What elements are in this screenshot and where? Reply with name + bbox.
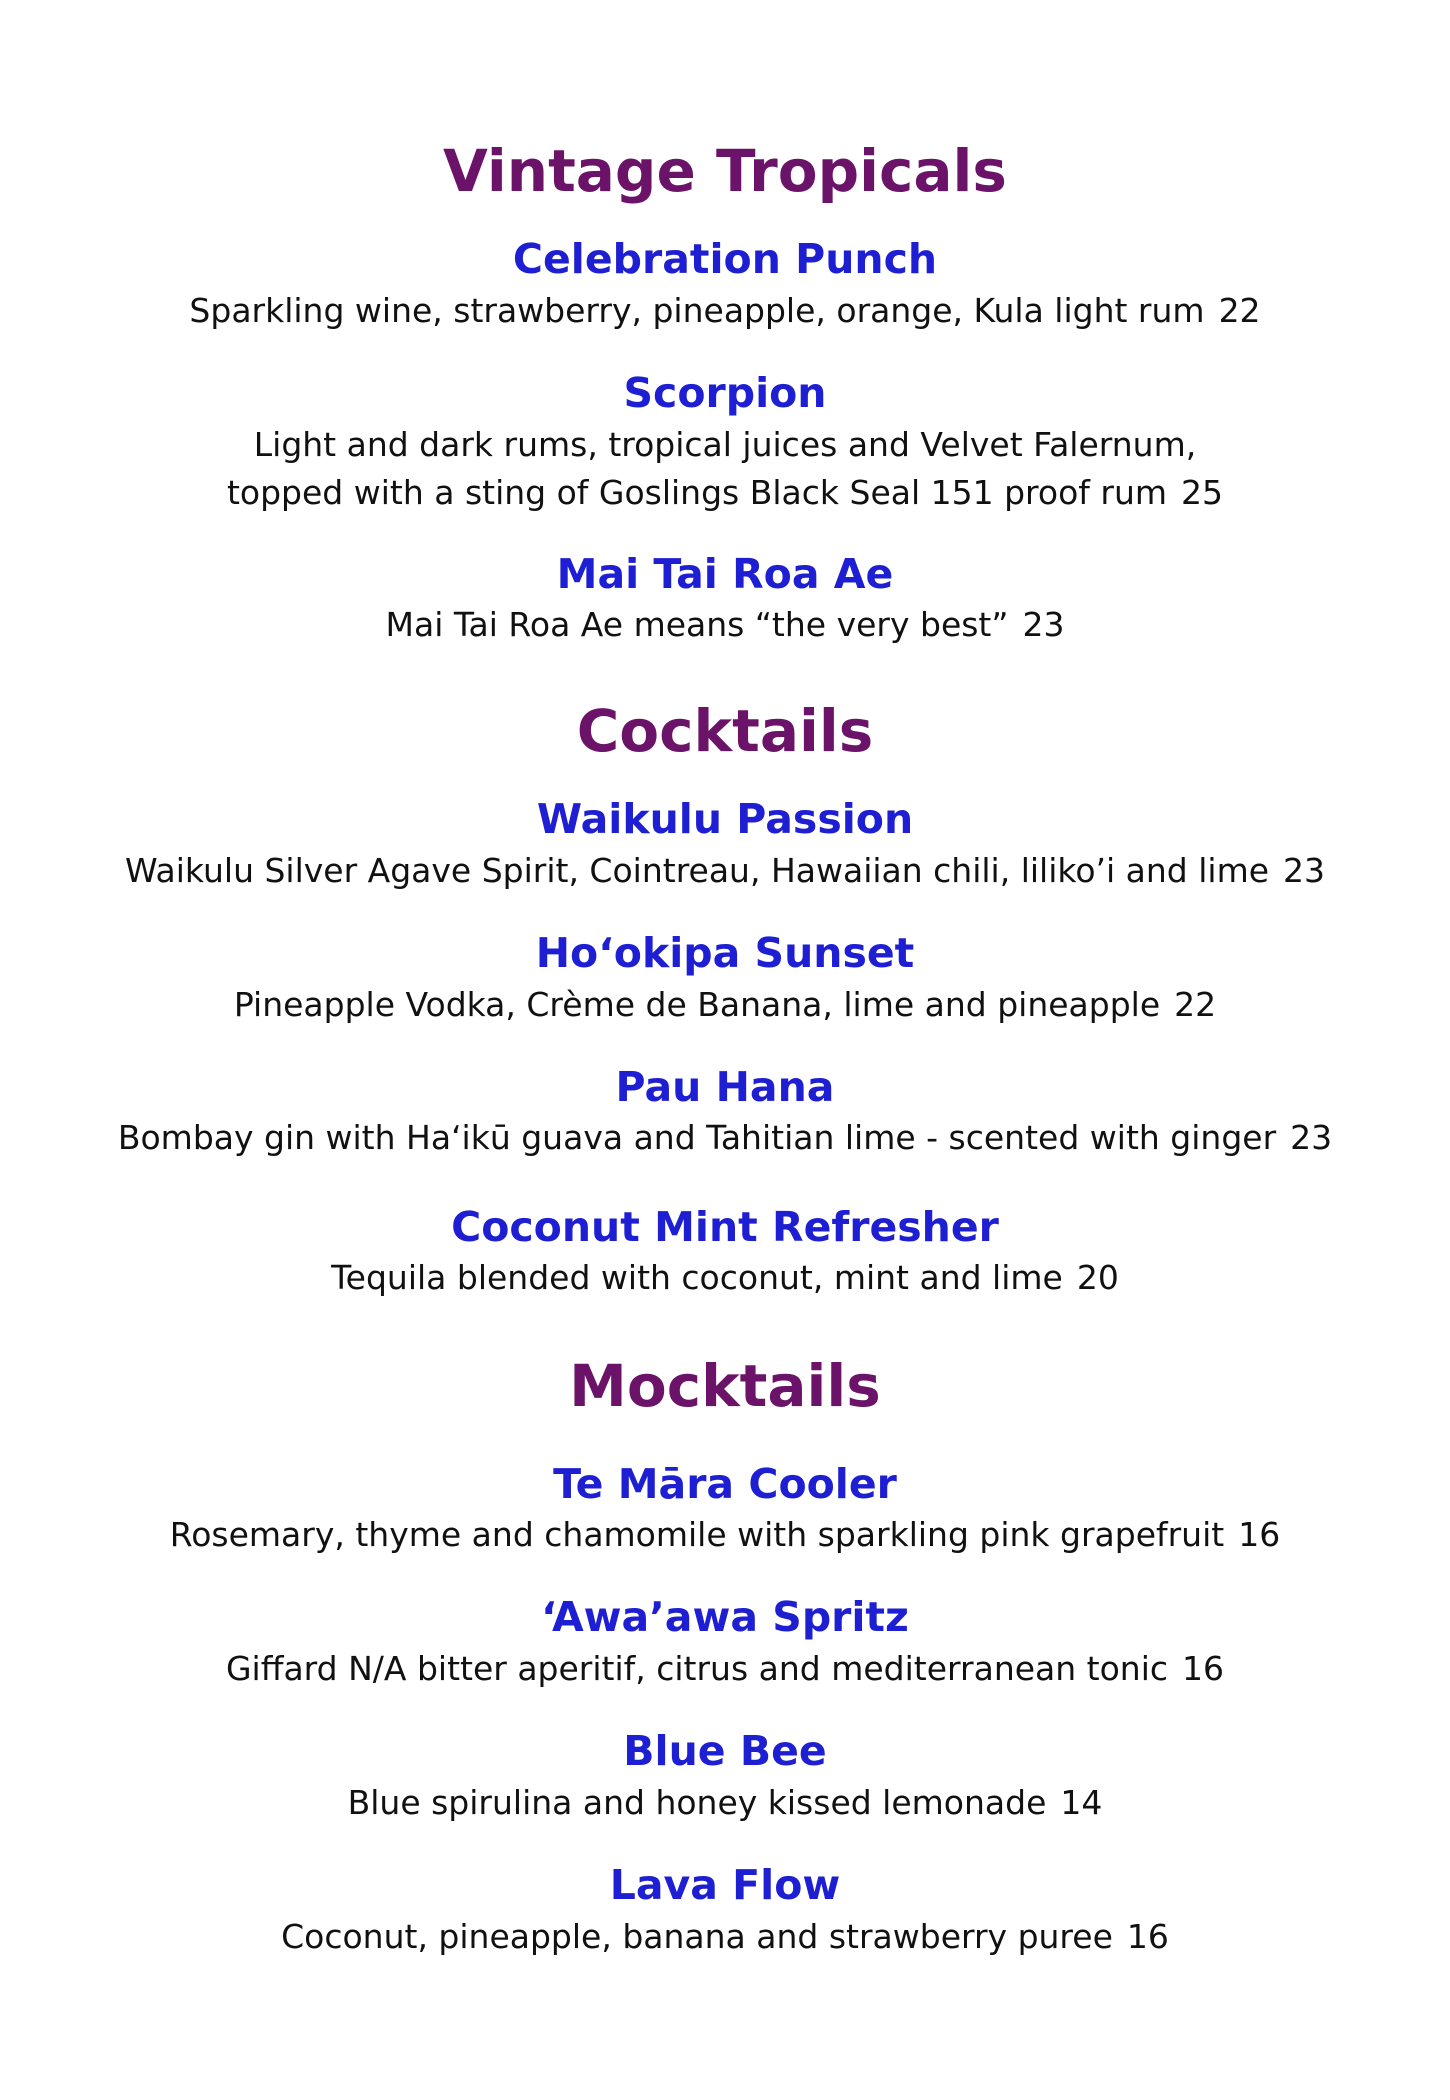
section-title-cocktails: Cocktails xyxy=(576,697,874,765)
description-line: Pineapple Vodka, Crème de Banana, lime and pineapple xyxy=(233,985,1161,1024)
item-name-blue-bee: Blue Bee xyxy=(623,1727,827,1775)
price: 23 xyxy=(1022,605,1065,644)
description-line: Blue spirulina and honey kissed lemonade xyxy=(347,1783,1047,1822)
price: 25 xyxy=(1181,473,1224,512)
description-line: Giffard N/A bitter aperitif, citrus and mediterranean tonic xyxy=(225,1649,1169,1688)
description-line: Sparkling wine, strawberry, pineapple, orange, Kula light rum xyxy=(189,291,1205,330)
item-description-scorpion xyxy=(0,421,1450,517)
price: 20 xyxy=(1076,1258,1119,1297)
item-name-pau-hana: Pau Hana xyxy=(615,1063,835,1111)
item-description-hookipa-sunset xyxy=(0,981,1450,1029)
section-title-mocktails: Mocktails xyxy=(569,1352,881,1420)
item-name-hookipa-sunset: Ho‘okipa Sunset xyxy=(535,929,915,977)
price: 22 xyxy=(1218,291,1261,330)
price: 23 xyxy=(1283,851,1326,890)
description-line: Bombay gin with Ha‘ikū guava and Tahitian lime - scented with ginger xyxy=(117,1118,1277,1157)
item-description-mai-tai-roa-ae xyxy=(0,601,1450,649)
description-line: Light and dark rums, tropical juices and Velvet Falernum, xyxy=(253,425,1197,464)
item-name-scorpion: Scorpion xyxy=(623,369,827,417)
item-name-awaawa-spritz: ‘Awa’awa Spritz xyxy=(541,1593,909,1641)
price: 16 xyxy=(1238,1515,1281,1554)
price: 23 xyxy=(1290,1118,1333,1157)
description-line: Waikulu Silver Agave Spirit, Cointreau, Hawaiian chili, liliko’i and lime xyxy=(124,851,1270,890)
description-line: Rosemary, thyme and chamomile with sparkling pink grapefruit xyxy=(169,1515,1225,1554)
price: 22 xyxy=(1174,985,1217,1024)
description-line: topped with a sting of Goslings Black Seal 151 proof rum xyxy=(226,473,1168,512)
item-description-awaawa-spritz xyxy=(0,1645,1450,1693)
description-line: Coconut, pineapple, banana and strawberry puree xyxy=(281,1917,1113,1956)
item-name-lava-flow: Lava Flow xyxy=(609,1861,841,1909)
item-name-coconut-mint-refresher: Coconut Mint Refresher xyxy=(451,1203,999,1251)
price: 14 xyxy=(1060,1783,1103,1822)
item-name-mai-tai-roa-ae: Mai Tai Roa Ae xyxy=(556,550,894,598)
description-line: Tequila blended with coconut, mint and lime xyxy=(331,1258,1063,1297)
item-description-waikulu-passion xyxy=(0,847,1450,895)
description-line: Mai Tai Roa Ae means “the very best” xyxy=(385,605,1009,644)
item-name-te-mara-cooler: Te Māra Cooler xyxy=(553,1460,897,1508)
item-description-lava-flow xyxy=(0,1913,1450,1961)
price: 16 xyxy=(1182,1649,1225,1688)
description-line-with-price xyxy=(0,469,1450,517)
section-title-vintage-tropicals: Vintage Tropicals xyxy=(443,137,1007,205)
item-description-pau-hana xyxy=(0,1114,1450,1162)
item-description-blue-bee xyxy=(0,1779,1450,1827)
price: 16 xyxy=(1126,1917,1169,1956)
item-name-celebration-punch: Celebration Punch xyxy=(512,235,938,283)
item-name-waikulu-passion: Waikulu Passion xyxy=(536,795,914,843)
item-description-te-mara-cooler xyxy=(0,1511,1450,1559)
item-description-coconut-mint-refresher xyxy=(0,1254,1450,1302)
item-description-celebration-punch xyxy=(0,287,1450,335)
